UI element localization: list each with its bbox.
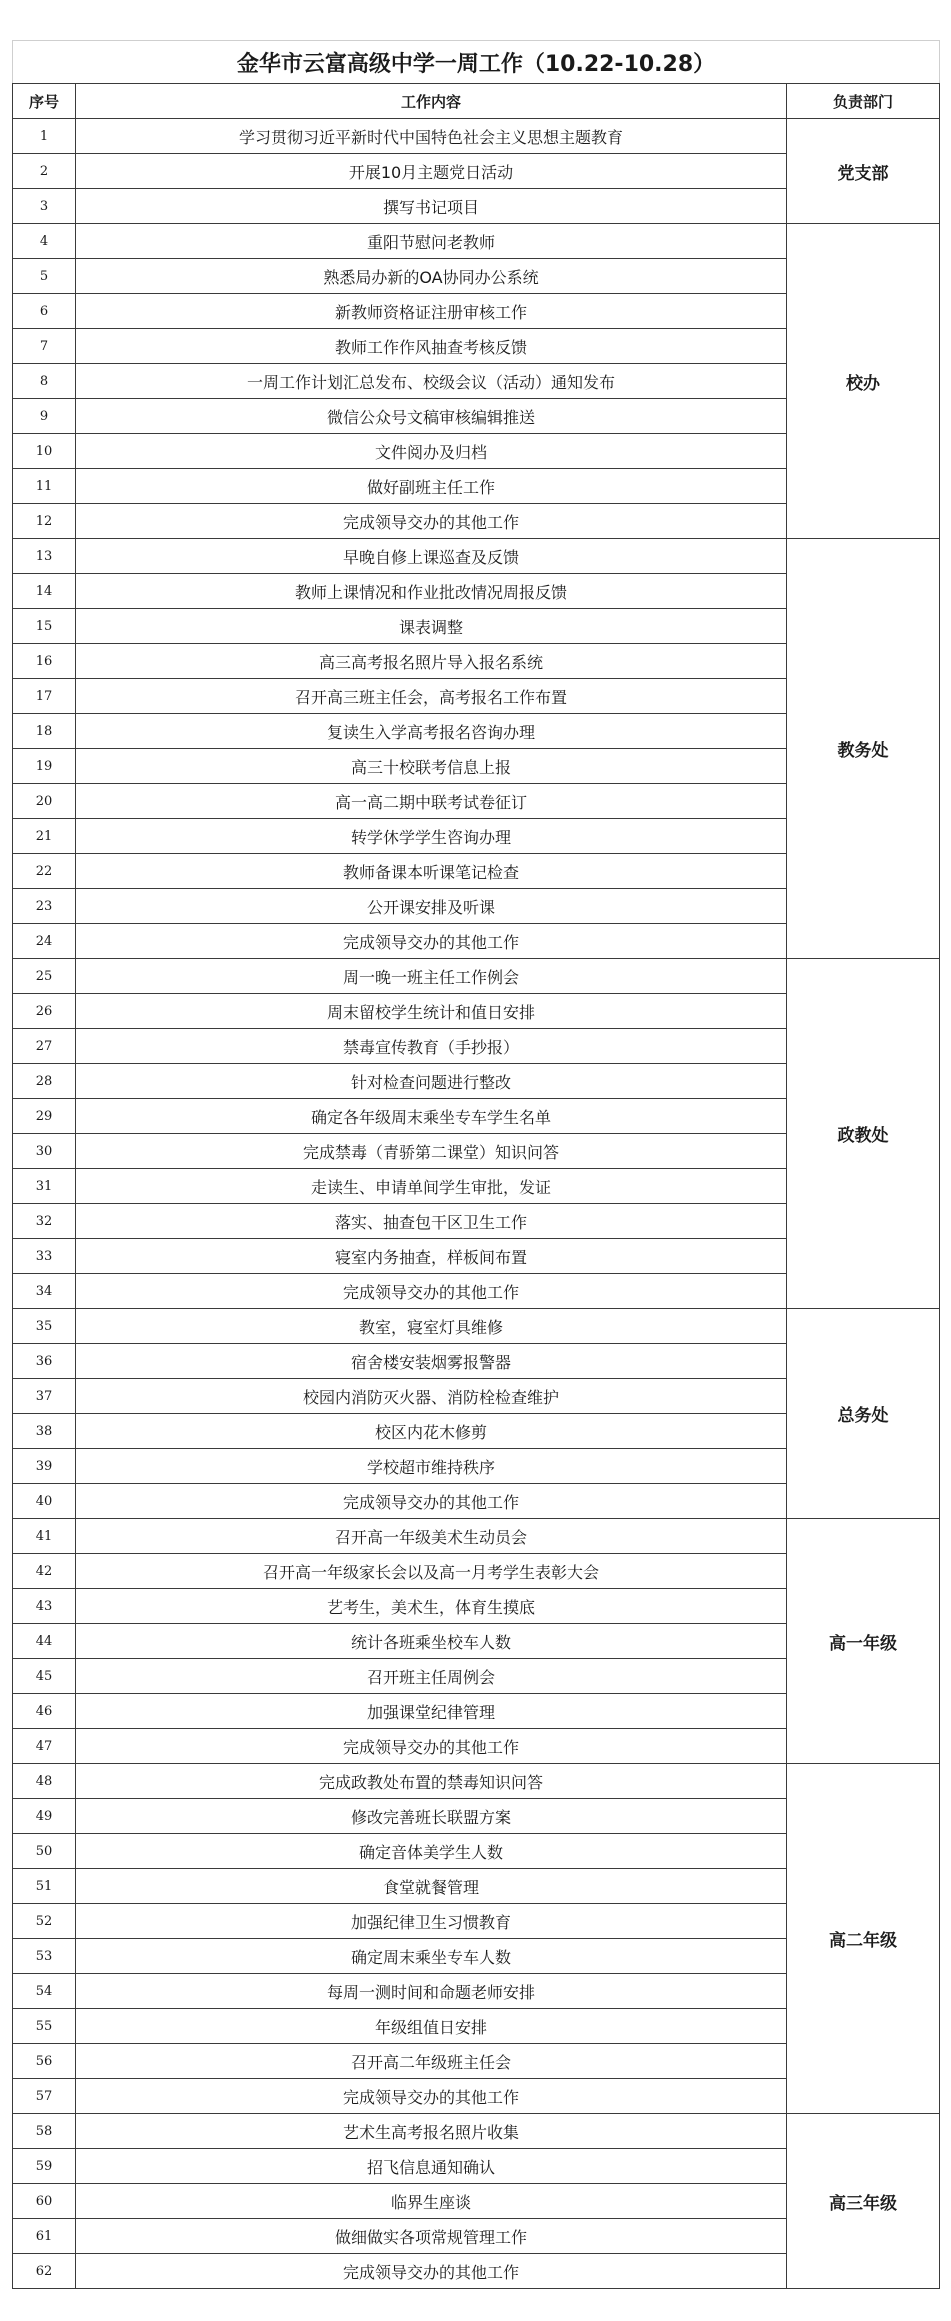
row-index: 44 bbox=[13, 1624, 76, 1659]
row-index: 26 bbox=[13, 994, 76, 1029]
row-index: 25 bbox=[13, 959, 76, 994]
row-index: 22 bbox=[13, 854, 76, 889]
header-dept: 负责部门 bbox=[787, 84, 940, 119]
row-task: 走读生、申请单间学生审批，发证 bbox=[76, 1169, 787, 1204]
row-task: 学校超市维持秩序 bbox=[76, 1449, 787, 1484]
row-index: 21 bbox=[13, 819, 76, 854]
row-index: 10 bbox=[13, 434, 76, 469]
table-body bbox=[13, 119, 940, 2289]
row-task: 开展10月主题党日活动 bbox=[76, 154, 787, 189]
row-task: 熟悉局办新的OA协同办公系统 bbox=[76, 259, 787, 294]
row-index: 55 bbox=[13, 2009, 76, 2044]
row-index: 39 bbox=[13, 1449, 76, 1484]
row-task: 教室，寝室灯具维修 bbox=[76, 1309, 787, 1344]
row-index: 38 bbox=[13, 1414, 76, 1449]
row-index: 35 bbox=[13, 1309, 76, 1344]
row-task: 重阳节慰问老教师 bbox=[76, 224, 787, 259]
row-task: 确定各年级周末乘坐专车学生名单 bbox=[76, 1099, 787, 1134]
row-index: 45 bbox=[13, 1659, 76, 1694]
row-task: 文件阅办及归档 bbox=[76, 434, 787, 469]
row-index: 34 bbox=[13, 1274, 76, 1309]
dept-cell: 高三年级 bbox=[787, 2114, 940, 2289]
row-index: 19 bbox=[13, 749, 76, 784]
row-index: 7 bbox=[13, 329, 76, 364]
table-row bbox=[13, 539, 940, 574]
row-index: 18 bbox=[13, 714, 76, 749]
header-content: 工作内容 bbox=[76, 84, 787, 119]
row-task: 教师上课情况和作业批改情况周报反馈 bbox=[76, 574, 787, 609]
row-task: 做好副班主任工作 bbox=[76, 469, 787, 504]
row-task: 完成领导交办的其他工作 bbox=[76, 504, 787, 539]
table-row bbox=[13, 1309, 940, 1344]
row-task: 寝室内务抽查，样板间布置 bbox=[76, 1239, 787, 1274]
row-index: 61 bbox=[13, 2219, 76, 2254]
row-index: 41 bbox=[13, 1519, 76, 1554]
row-index: 3 bbox=[13, 189, 76, 224]
row-index: 11 bbox=[13, 469, 76, 504]
row-task: 教师备课本听课笔记检查 bbox=[76, 854, 787, 889]
row-task: 召开高二年级班主任会 bbox=[76, 2044, 787, 2079]
row-task: 修改完善班长联盟方案 bbox=[76, 1799, 787, 1834]
row-index: 42 bbox=[13, 1554, 76, 1589]
dept-cell: 政教处 bbox=[787, 959, 940, 1309]
row-index: 14 bbox=[13, 574, 76, 609]
header-index: 序号 bbox=[13, 84, 76, 119]
header-row bbox=[13, 84, 940, 119]
row-index: 53 bbox=[13, 1939, 76, 1974]
row-index: 6 bbox=[13, 294, 76, 329]
weekly-work-table bbox=[12, 40, 940, 2289]
row-task: 高一高二期中联考试卷征订 bbox=[76, 784, 787, 819]
row-index: 4 bbox=[13, 224, 76, 259]
row-task: 一周工作计划汇总发布、校级会议（活动）通知发布 bbox=[76, 364, 787, 399]
row-task: 完成政教处布置的禁毒知识问答 bbox=[76, 1764, 787, 1799]
row-index: 31 bbox=[13, 1169, 76, 1204]
row-task: 早晚自修上课巡查及反馈 bbox=[76, 539, 787, 574]
row-index: 48 bbox=[13, 1764, 76, 1799]
row-task: 完成领导交办的其他工作 bbox=[76, 924, 787, 959]
row-task: 完成领导交办的其他工作 bbox=[76, 1484, 787, 1519]
row-index: 37 bbox=[13, 1379, 76, 1414]
row-task: 召开高一年级美术生动员会 bbox=[76, 1519, 787, 1554]
row-task: 完成领导交办的其他工作 bbox=[76, 1729, 787, 1764]
dept-cell: 高二年级 bbox=[787, 1764, 940, 2114]
row-task: 公开课安排及听课 bbox=[76, 889, 787, 924]
row-task: 确定音体美学生人数 bbox=[76, 1834, 787, 1869]
row-task: 复读生入学高考报名咨询办理 bbox=[76, 714, 787, 749]
row-index: 36 bbox=[13, 1344, 76, 1379]
row-task: 新教师资格证注册审核工作 bbox=[76, 294, 787, 329]
row-index: 32 bbox=[13, 1204, 76, 1239]
row-index: 33 bbox=[13, 1239, 76, 1274]
row-task: 艺考生，美术生，体育生摸底 bbox=[76, 1589, 787, 1624]
row-task: 落实、抽查包干区卫生工作 bbox=[76, 1204, 787, 1239]
title-row bbox=[13, 41, 940, 84]
table-row bbox=[13, 2114, 940, 2149]
row-index: 9 bbox=[13, 399, 76, 434]
dept-cell: 教务处 bbox=[787, 539, 940, 959]
row-task: 高三十校联考信息上报 bbox=[76, 749, 787, 784]
dept-cell: 高一年级 bbox=[787, 1519, 940, 1764]
row-task: 教师工作作风抽查考核反馈 bbox=[76, 329, 787, 364]
row-task: 年级组值日安排 bbox=[76, 2009, 787, 2044]
row-task: 加强纪律卫生习惯教育 bbox=[76, 1904, 787, 1939]
row-task: 完成领导交办的其他工作 bbox=[76, 2254, 787, 2289]
dept-cell: 党支部 bbox=[787, 119, 940, 224]
weekly-work-sheet bbox=[12, 40, 939, 2289]
row-index: 46 bbox=[13, 1694, 76, 1729]
row-task: 确定周末乘坐专车人数 bbox=[76, 1939, 787, 1974]
table-row bbox=[13, 1519, 940, 1554]
row-task: 招飞信息通知确认 bbox=[76, 2149, 787, 2184]
row-index: 47 bbox=[13, 1729, 76, 1764]
row-index: 13 bbox=[13, 539, 76, 574]
row-index: 57 bbox=[13, 2079, 76, 2114]
dept-cell: 校办 bbox=[787, 224, 940, 539]
row-index: 62 bbox=[13, 2254, 76, 2289]
row-task: 完成禁毒（青骄第二课堂）知识问答 bbox=[76, 1134, 787, 1169]
row-task: 课表调整 bbox=[76, 609, 787, 644]
row-task: 完成领导交办的其他工作 bbox=[76, 2079, 787, 2114]
row-index: 49 bbox=[13, 1799, 76, 1834]
row-task: 校区内花木修剪 bbox=[76, 1414, 787, 1449]
row-task: 召开班主任周例会 bbox=[76, 1659, 787, 1694]
row-task: 微信公众号文稿审核编辑推送 bbox=[76, 399, 787, 434]
sheet-title: 金华市云富高级中学一周工作（10.22-10.28） bbox=[13, 41, 940, 84]
row-task: 校园内消防灭火器、消防栓检查维护 bbox=[76, 1379, 787, 1414]
row-index: 43 bbox=[13, 1589, 76, 1624]
row-task: 做细做实各项常规管理工作 bbox=[76, 2219, 787, 2254]
row-task: 召开高三班主任会，高考报名工作布置 bbox=[76, 679, 787, 714]
row-index: 40 bbox=[13, 1484, 76, 1519]
row-index: 30 bbox=[13, 1134, 76, 1169]
row-index: 2 bbox=[13, 154, 76, 189]
row-index: 23 bbox=[13, 889, 76, 924]
row-task: 每周一测时间和命题老师安排 bbox=[76, 1974, 787, 2009]
row-index: 27 bbox=[13, 1029, 76, 1064]
row-task: 召开高一年级家长会以及高一月考学生表彰大会 bbox=[76, 1554, 787, 1589]
row-index: 16 bbox=[13, 644, 76, 679]
table-row bbox=[13, 1764, 940, 1799]
row-task: 加强课堂纪律管理 bbox=[76, 1694, 787, 1729]
row-task: 艺术生高考报名照片收集 bbox=[76, 2114, 787, 2149]
row-index: 50 bbox=[13, 1834, 76, 1869]
row-task: 禁毒宣传教育（手抄报） bbox=[76, 1029, 787, 1064]
row-index: 17 bbox=[13, 679, 76, 714]
row-task: 高三高考报名照片导入报名系统 bbox=[76, 644, 787, 679]
row-task: 周末留校学生统计和值日安排 bbox=[76, 994, 787, 1029]
row-task: 完成领导交办的其他工作 bbox=[76, 1274, 787, 1309]
table-row bbox=[13, 119, 940, 154]
row-task: 转学休学学生咨询办理 bbox=[76, 819, 787, 854]
row-index: 54 bbox=[13, 1974, 76, 2009]
row-index: 52 bbox=[13, 1904, 76, 1939]
dept-cell: 总务处 bbox=[787, 1309, 940, 1519]
row-index: 12 bbox=[13, 504, 76, 539]
row-task: 撰写书记项目 bbox=[76, 189, 787, 224]
row-index: 58 bbox=[13, 2114, 76, 2149]
table-row bbox=[13, 224, 940, 259]
table-row bbox=[13, 959, 940, 994]
row-index: 56 bbox=[13, 2044, 76, 2079]
row-task: 临界生座谈 bbox=[76, 2184, 787, 2219]
row-task: 宿舍楼安装烟雾报警器 bbox=[76, 1344, 787, 1379]
row-task: 统计各班乘坐校车人数 bbox=[76, 1624, 787, 1659]
row-task: 针对检查问题进行整改 bbox=[76, 1064, 787, 1099]
row-task: 学习贯彻习近平新时代中国特色社会主义思想主题教育 bbox=[76, 119, 787, 154]
row-index: 8 bbox=[13, 364, 76, 399]
row-index: 20 bbox=[13, 784, 76, 819]
row-index: 59 bbox=[13, 2149, 76, 2184]
row-index: 51 bbox=[13, 1869, 76, 1904]
row-index: 60 bbox=[13, 2184, 76, 2219]
row-task: 周一晚一班主任工作例会 bbox=[76, 959, 787, 994]
row-task: 食堂就餐管理 bbox=[76, 1869, 787, 1904]
row-index: 24 bbox=[13, 924, 76, 959]
row-index: 5 bbox=[13, 259, 76, 294]
row-index: 15 bbox=[13, 609, 76, 644]
row-index: 28 bbox=[13, 1064, 76, 1099]
row-index: 29 bbox=[13, 1099, 76, 1134]
row-index: 1 bbox=[13, 119, 76, 154]
